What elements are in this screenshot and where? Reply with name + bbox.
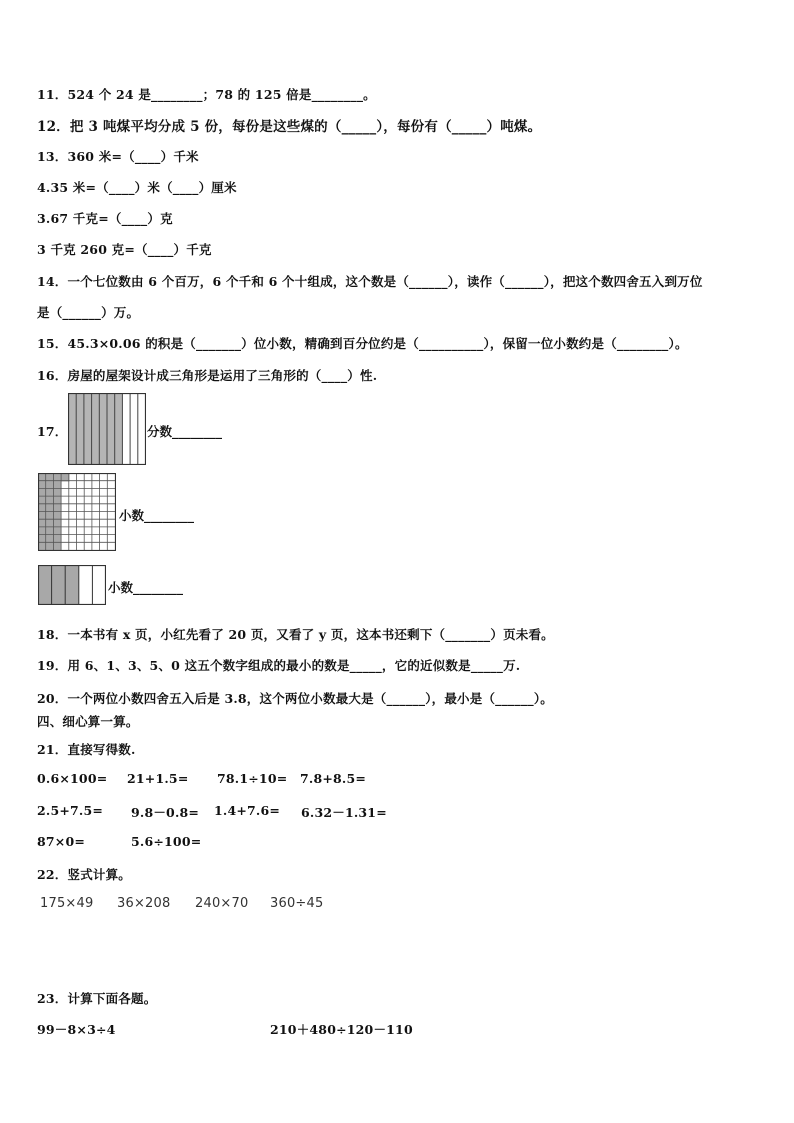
- mixed-calc-item: 210＋480÷120－110: [270, 1022, 413, 1037]
- question-13-part-d: 3 千克 260 克=（____）千克: [37, 242, 212, 257]
- mixed-calc-item: 99－8×3÷4: [37, 1022, 116, 1037]
- question-14-line-1: 14．一个七位数由 6 个百万，6 个千和 6 个十组成，这个数是（______），读作（______），把这个数四舍五入到万位: [37, 274, 703, 289]
- question-13-part-a: 13．360 米=（____）千米: [37, 149, 199, 164]
- question-16: 16．房屋的屋架设计成三角形是运用了三角形的（____）性.: [37, 368, 378, 383]
- strip-fraction-figure: [68, 393, 146, 465]
- decimal-answer-label-grid: 小数________: [119, 508, 195, 523]
- question-21: 21．直接写得数.: [37, 742, 136, 757]
- calc-item: 6.32－1.31=: [301, 805, 387, 820]
- calc-item: 9.8－0.8=: [131, 805, 200, 820]
- question-13-part-c: 3.67 千克=（____）克: [37, 211, 173, 226]
- calc-item: 78.1÷10=: [217, 771, 288, 786]
- question-13-part-b: 4.35 米=（____）米（____）厘米: [37, 180, 237, 195]
- hundred-grid-figure: [38, 473, 116, 551]
- calc-item: 1.4+7.6=: [214, 803, 281, 818]
- calc-item: 5.6÷100=: [131, 834, 202, 849]
- question-22: 22．竖式计算。: [37, 867, 131, 882]
- fraction-answer-label: 分数________: [147, 424, 223, 439]
- question-20: 20．一个两位小数四舍五入后是 3.8，这个两位小数最大是（______），最小是（______）。: [37, 691, 553, 706]
- calc-item: 7.8+8.5=: [300, 771, 367, 786]
- vertical-calc-item: 175×49: [40, 896, 94, 911]
- question-14-line-2: 是（______）万。: [37, 305, 140, 320]
- calc-item: 21+1.5=: [127, 771, 189, 786]
- decimal-answer-label-strip: 小数________: [108, 580, 184, 595]
- section-4-heading: 四、细心算一算。: [37, 714, 139, 729]
- vertical-calc-item: 36×208: [117, 896, 171, 911]
- calc-item: 0.6×100=: [37, 771, 108, 786]
- strip-decimal-figure: [38, 565, 106, 605]
- vertical-calc-item: 240×70: [195, 896, 249, 911]
- question-17-number: 17．: [37, 424, 68, 439]
- question-11: 11．524 个 24 是________；78 的 125 倍是________。: [37, 87, 376, 102]
- question-19: 19．用 6、1、3、5、0 这五个数字组成的最小的数是_____，它的近似数是_____万.: [37, 658, 521, 673]
- vertical-calc-item: 360÷45: [270, 896, 324, 911]
- question-12: 12．把 3 吨煤平均分成 5 份，每份是这些煤的（_____），每份有（_____）吨煤。: [37, 119, 542, 135]
- question-15: 15．45.3×0.06 的积是（_______）位小数，精确到百分位约是（__________），保留一位小数约是（________）。: [37, 336, 688, 351]
- calc-item: 2.5+7.5=: [37, 803, 104, 818]
- question-23: 23．计算下面各题。: [37, 991, 157, 1006]
- calc-item: 87×0=: [37, 834, 86, 849]
- question-18: 18．一本书有 x 页，小红先看了 20 页，又看了 y 页，这本书还剩下（_______）页未看。: [37, 627, 554, 642]
